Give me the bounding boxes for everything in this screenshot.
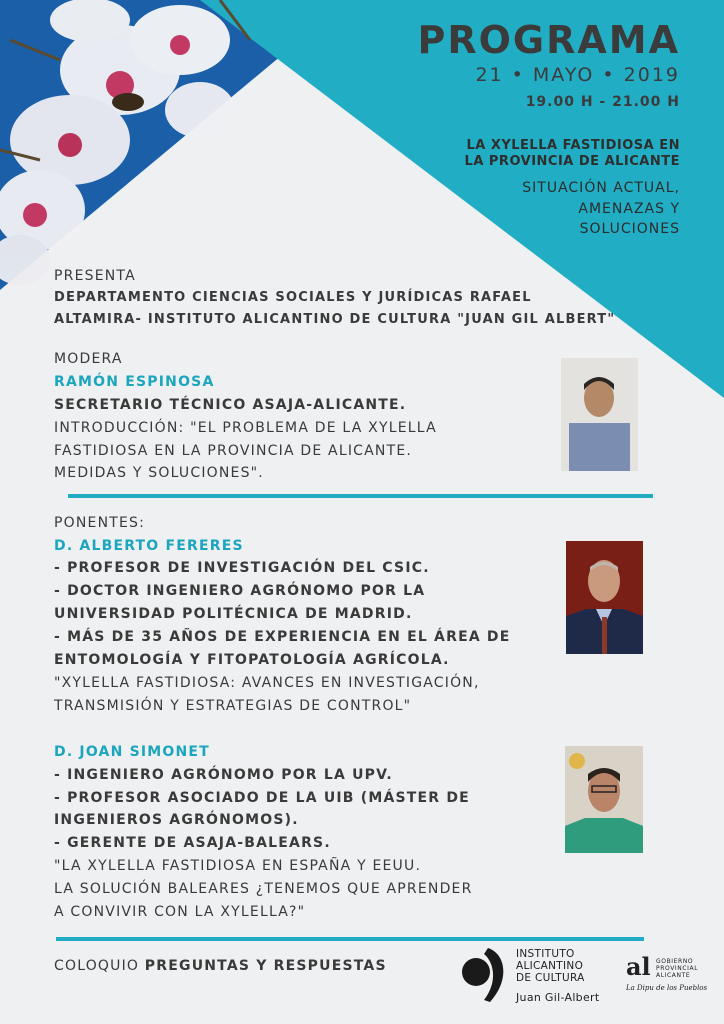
moderator-intro-line: MEDIDAS Y SOLUCIONES". (54, 465, 264, 481)
speaker1-bio-line: - MÁS DE 35 AÑOS DE EXPERIENCIA EN EL ÁREA DE (54, 629, 511, 645)
speaker1-talk-line: "XYLELLA FASTIDIOSA: AVANCES EN INVESTIGACIÓN, (54, 675, 480, 691)
moderator-intro-line: INTRODUCCIÓN: "EL PROBLEMA DE LA XYLELLA (54, 420, 437, 436)
moderator-photo (561, 358, 638, 471)
logo-text-line: DE CULTURA (516, 972, 585, 984)
logo-text-line: Juan Gil-Albert (516, 991, 600, 1004)
coloquio-line (54, 955, 387, 977)
subtitle-line: SITUACIÓN ACTUAL, (522, 180, 680, 196)
presenta-org-line: DEPARTAMENTO CIENCIAS SOCIALES Y JURÍDICAS RAFAEL (54, 290, 532, 305)
speaker2-talk-line: A CONVIVIR CON LA XYLELLA?" (54, 904, 306, 920)
speaker1-talk-line: TRANSMISIÓN Y ESTRATEGIAS DE CONTROL" (54, 698, 412, 714)
moderator-name: RAMÓN ESPINOSA (54, 374, 215, 390)
topic-line: LA XYLELLA FASTIDIOSA EN (466, 138, 680, 153)
speaker1-name: D. ALBERTO FERERES (54, 538, 244, 554)
logo-text-line: ALICANTE (656, 972, 691, 979)
diputacion-mark-icon: al (626, 952, 651, 981)
moderator-role: SECRETARIO TÉCNICO ASAJA-ALICANTE. (54, 397, 407, 413)
speaker1-bio-line: - PROFESOR DE INVESTIGACIÓN DEL CSIC. (54, 560, 430, 576)
event-time: 19.00 H - 21.00 H (525, 94, 680, 110)
logo-text-line: ALICANTINO (516, 960, 584, 972)
event-topic (465, 138, 680, 170)
speaker2-talk-line: LA SOLUCIÓN BALEARES ¿TENEMOS QUE APRENDER (54, 881, 473, 897)
instituto-mark-icon (460, 944, 512, 1006)
speaker2-talk-line: "LA XYLELLA FASTIDIOSA EN ESPAÑA Y EEUU. (54, 858, 422, 874)
subtitle-line: SOLUCIONES (579, 221, 680, 237)
section-divider (56, 937, 644, 941)
logo-text-line: PROVINCIAL (656, 965, 699, 972)
coloquio-label: COLOQUIO (54, 958, 140, 974)
section-divider (68, 494, 653, 498)
speaker1-photo (566, 541, 643, 654)
speaker2-bio-line: - INGENIERO AGRÓNOMO POR LA UPV. (54, 767, 393, 783)
ponentes-label: PONENTES: (54, 515, 146, 531)
topic-line: LA PROVINCIA DE ALICANTE (464, 154, 680, 169)
logo-text-line: GOBIERNO (656, 958, 694, 965)
presenta-label: PRESENTA (54, 268, 136, 284)
logo-text-line: INSTITUTO (516, 948, 575, 960)
speaker1-bio-line: ENTOMOLOGÍA Y FITOPATOLOGÍA AGRÍCOLA. (54, 652, 450, 668)
speaker1-bio-line: UNIVERSIDAD POLITÉCNICA DE MADRID. (54, 606, 413, 622)
coloquio-bold: PREGUNTAS Y RESPUESTAS (144, 958, 387, 974)
almond-blossom-image (0, 0, 300, 290)
event-date: 21 • MAYO • 2019 (475, 64, 680, 86)
page-title: PROGRAMA (417, 18, 680, 62)
speaker2-bio-line: INGENIEROS AGRÓNOMOS). (54, 812, 299, 828)
presenta-org-line: ALTAMIRA- INSTITUTO ALICANTINO DE CULTURA "JUAN GIL ALBERT" (54, 312, 616, 327)
speaker2-photo (565, 746, 643, 853)
speaker2-bio-line: - GERENTE DE ASAJA-BALEARS. (54, 835, 331, 851)
speaker2-bio-line: - PROFESOR ASOCIADO DE LA UIB (MÁSTER DE (54, 790, 470, 806)
speaker2-name: D. JOAN SIMONET (54, 744, 210, 760)
instituto-alicantino-logo (460, 944, 630, 1014)
event-subtitle (522, 178, 680, 240)
speaker1-bio-line: - DOCTOR INGENIERO AGRÓNOMO POR LA (54, 583, 426, 599)
subtitle-line: AMENAZAS Y (578, 200, 680, 217)
logo-slogan: La Dipu de los Pueblos (626, 984, 708, 992)
moderator-intro-line: FASTIDIOSA EN LA PROVINCIA DE ALICANTE. (54, 443, 413, 459)
modera-label: MODERA (54, 351, 123, 367)
gobierno-provincial-logo (626, 952, 716, 1002)
